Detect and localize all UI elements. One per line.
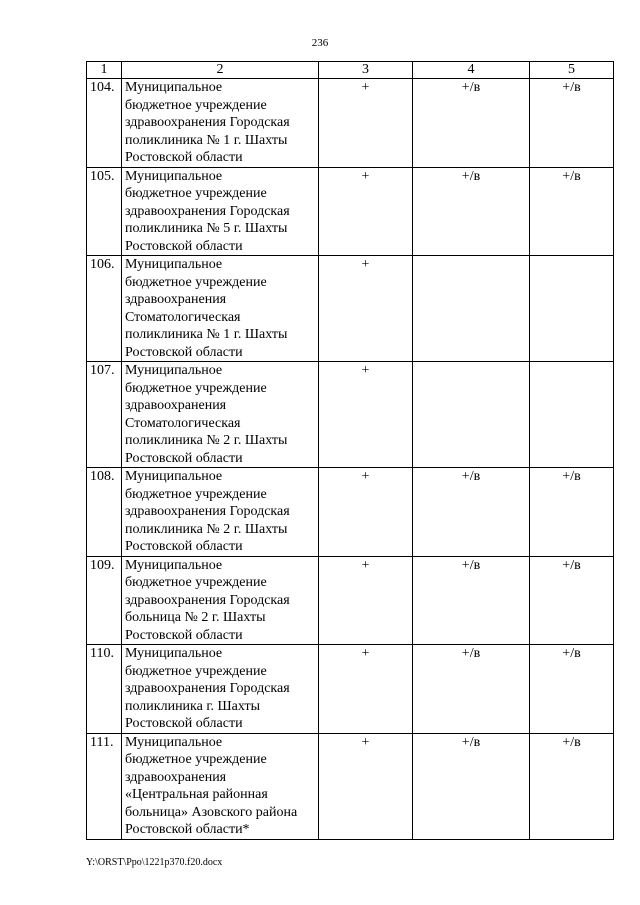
institution-name-line: Муниципальное — [125, 363, 223, 378]
row-number: 110. — [87, 645, 122, 734]
institution-name-line: бюджетное учреждение — [125, 274, 267, 290]
table-row — [87, 733, 614, 839]
cell-col4: +/в — [413, 167, 530, 256]
footer-file-path: Y:\ORST\Ppo\1221p370.f20.docx — [86, 857, 223, 868]
institution-name — [122, 468, 319, 557]
institution-name-line: поликлиника № 1 г. Шахты — [125, 132, 288, 148]
institution-name-line: бюджетное учреждение — [125, 486, 267, 502]
row-number: 111. — [87, 733, 122, 839]
institution-name — [122, 645, 319, 734]
cell-col4 — [413, 362, 530, 468]
table-row — [87, 468, 614, 557]
header-col-3: 3 — [319, 62, 413, 79]
institution-name-line: здравоохранения — [125, 292, 227, 307]
table-row — [87, 362, 614, 468]
table-body — [87, 79, 614, 840]
institutions-table — [86, 61, 614, 840]
institution-name-line: Муниципальное — [125, 734, 223, 750]
cell-col4 — [413, 256, 530, 362]
institution-name-line: бюджетное учреждение — [125, 380, 267, 396]
institution-name-line: Стоматологическая — [125, 309, 241, 325]
institution-name — [122, 256, 319, 362]
institution-name-line: Муниципальное — [125, 168, 223, 184]
row-number: 105. — [87, 167, 122, 256]
institution-name-line: бюджетное учреждение — [125, 752, 267, 767]
institution-name-line: больница № 2 г. Шахты — [125, 610, 266, 625]
cell-col5: +/в — [530, 733, 614, 839]
institution-name-line: здравоохранения Городская — [125, 681, 290, 696]
cell-col3: + — [319, 167, 413, 256]
cell-col5: +/в — [530, 556, 614, 645]
institution-name — [122, 362, 319, 468]
institution-name-line: Ростовской области — [125, 238, 243, 254]
institution-name-line: Ростовской области — [125, 716, 243, 731]
page-number: 236 — [311, 37, 329, 49]
institution-name-line: здравоохранения Городская — [125, 203, 290, 219]
institution-name-line: Ростовской области — [125, 539, 243, 554]
row-number: 108. — [87, 468, 122, 557]
cell-col3: + — [319, 256, 413, 362]
cell-col5: +/в — [530, 79, 614, 168]
institution-name — [122, 167, 319, 256]
institution-name-line: Муниципальное — [125, 80, 223, 95]
institution-name-line: Ростовской области — [125, 150, 243, 165]
row-number: 107. — [87, 362, 122, 468]
cell-col3: + — [319, 733, 413, 839]
table-row — [87, 79, 614, 168]
institution-name-line: здравоохранения Городская — [125, 504, 290, 519]
institution-name-line: поликлиника г. Шахты — [125, 698, 261, 714]
institution-name — [122, 79, 319, 168]
institution-name-line: больница» Азовского района — [125, 804, 298, 820]
cell-col4: +/в — [413, 79, 530, 168]
institution-name-line: поликлиника № 5 г. Шахты — [125, 221, 288, 236]
row-number: 109. — [87, 556, 122, 645]
header-col-4: 4 — [413, 62, 530, 79]
cell-col3: + — [319, 645, 413, 734]
cell-col3: + — [319, 556, 413, 645]
institution-name-line: Ростовской области — [125, 627, 243, 643]
header-col-5: 5 — [530, 62, 614, 79]
institution-name-line: Муниципальное — [125, 257, 223, 272]
institution-name-line: «Центральная районная — [125, 787, 268, 802]
institution-name — [122, 556, 319, 645]
institution-name-line: Стоматологическая — [125, 415, 241, 431]
institution-name-line: поликлиника № 2 г. Шахты — [125, 433, 288, 448]
institution-name-line: бюджетное учреждение — [125, 575, 267, 590]
institution-name-line: Муниципальное — [125, 557, 223, 573]
institution-name-line: бюджетное учреждение — [125, 663, 267, 679]
cell-col5: +/в — [530, 167, 614, 256]
cell-col5: +/в — [530, 645, 614, 734]
cell-col4: +/в — [413, 645, 530, 734]
cell-col4: +/в — [413, 733, 530, 839]
cell-col3: + — [319, 362, 413, 468]
institution-name-line: здравоохранения Городская — [125, 115, 290, 130]
table-row — [87, 556, 614, 645]
institution-name-line: Муниципальное — [125, 469, 223, 484]
institution-name-line: Ростовской области — [125, 450, 243, 466]
row-number: 104. — [87, 79, 122, 168]
institution-name-line: Ростовской области — [125, 344, 243, 360]
table-row — [87, 256, 614, 362]
institution-name-line: бюджетное учреждение — [125, 186, 267, 201]
row-number: 106. — [87, 256, 122, 362]
table-row — [87, 167, 614, 256]
table-header-row — [87, 62, 614, 79]
institution-name-line: бюджетное учреждение — [125, 97, 267, 113]
institution-name-line: здравоохранения Городская — [125, 592, 290, 608]
institution-name-line: здравоохранения — [125, 398, 227, 413]
table-row — [87, 645, 614, 734]
institution-name-line: поликлиника № 1 г. Шахты — [125, 327, 288, 342]
cell-col5 — [530, 362, 614, 468]
cell-col4: +/в — [413, 556, 530, 645]
institution-name-line: здравоохранения — [125, 769, 227, 785]
cell-col3: + — [319, 79, 413, 168]
institution-name — [122, 733, 319, 839]
header-col-1: 1 — [87, 62, 122, 79]
header-col-2: 2 — [122, 62, 319, 79]
cell-col4: +/в — [413, 468, 530, 557]
cell-col3: + — [319, 468, 413, 557]
institution-name-line: поликлиника № 2 г. Шахты — [125, 521, 288, 537]
institution-name-line: Муниципальное — [125, 646, 223, 661]
cell-col5: +/в — [530, 468, 614, 557]
cell-col5 — [530, 256, 614, 362]
institution-name-line: Ростовской области* — [125, 822, 250, 837]
